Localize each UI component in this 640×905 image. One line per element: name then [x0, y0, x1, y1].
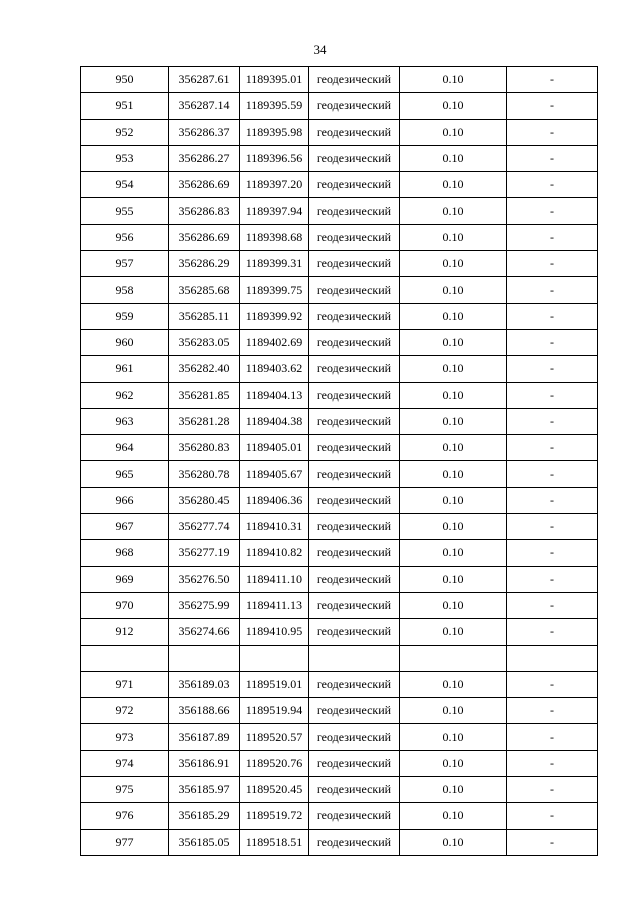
x-coordinate-cell: 356287.14: [169, 93, 240, 119]
table-row: [81, 829, 598, 855]
y-coordinate-cell: 1189520.76: [240, 750, 309, 776]
x-coordinate-cell: 356277.19: [169, 540, 240, 566]
table-row: [81, 382, 598, 408]
point-number-cell: 967: [81, 514, 169, 540]
point-number-cell: 968: [81, 540, 169, 566]
accuracy-cell: 0.10: [400, 67, 507, 93]
note-cell: -: [507, 435, 598, 461]
note-cell: -: [507, 671, 598, 697]
method-cell: геодезический: [309, 198, 400, 224]
x-coordinate-cell: 356277.74: [169, 514, 240, 540]
accuracy-cell: 0.10: [400, 777, 507, 803]
y-coordinate-cell: 1189410.31: [240, 514, 309, 540]
x-coordinate-cell: 356189.03: [169, 671, 240, 697]
x-coordinate-cell: 356187.89: [169, 724, 240, 750]
table-row: [81, 251, 598, 277]
y-coordinate-cell: 1189395.59: [240, 93, 309, 119]
method-cell: геодезический: [309, 172, 400, 198]
point-number-cell: 975: [81, 777, 169, 803]
note-cell: -: [507, 329, 598, 355]
method-cell: геодезический: [309, 93, 400, 119]
x-coordinate-cell: 356286.69: [169, 224, 240, 250]
note-cell: -: [507, 461, 598, 487]
point-number-cell: 961: [81, 356, 169, 382]
table-row: [81, 487, 598, 513]
note-cell: -: [507, 93, 598, 119]
point-number-cell: 966: [81, 487, 169, 513]
method-cell: геодезический: [309, 408, 400, 434]
y-coordinate-cell: 1189406.36: [240, 487, 309, 513]
y-coordinate-cell: 1189411.13: [240, 592, 309, 618]
method-cell: геодезический: [309, 777, 400, 803]
method-cell: геодезический: [309, 619, 400, 645]
note-cell: -: [507, 487, 598, 513]
y-coordinate-cell: 1189410.95: [240, 619, 309, 645]
accuracy-cell: 0.10: [400, 435, 507, 461]
note-cell: -: [507, 566, 598, 592]
method-cell: геодезический: [309, 803, 400, 829]
point-number-cell: 972: [81, 698, 169, 724]
note-cell: -: [507, 224, 598, 250]
x-coordinate-cell: 356285.11: [169, 303, 240, 329]
table-row: [81, 119, 598, 145]
point-number-cell: 956: [81, 224, 169, 250]
point-number-cell: 953: [81, 145, 169, 171]
method-cell: геодезический: [309, 277, 400, 303]
y-coordinate-cell: 1189520.57: [240, 724, 309, 750]
note-cell: -: [507, 698, 598, 724]
table-row: [81, 750, 598, 776]
table-row: [81, 671, 598, 697]
accuracy-cell: 0.10: [400, 329, 507, 355]
note-cell: -: [507, 251, 598, 277]
x-coordinate-cell: 356280.78: [169, 461, 240, 487]
note-cell: -: [507, 119, 598, 145]
y-coordinate-cell: 1189518.51: [240, 829, 309, 855]
x-coordinate-cell: 356285.68: [169, 277, 240, 303]
y-coordinate-cell: 1189405.01: [240, 435, 309, 461]
table-row: [81, 356, 598, 382]
accuracy-cell: 0.10: [400, 698, 507, 724]
point-number-cell: 969: [81, 566, 169, 592]
method-cell: геодезический: [309, 698, 400, 724]
y-coordinate-cell: 1189399.31: [240, 251, 309, 277]
table-row: [81, 566, 598, 592]
table-row: [81, 777, 598, 803]
note-cell: -: [507, 356, 598, 382]
method-cell: геодезический: [309, 671, 400, 697]
point-number-cell: 964: [81, 435, 169, 461]
method-cell: геодезический: [309, 724, 400, 750]
page-number: 34: [313, 42, 327, 57]
x-coordinate-cell: 356276.50: [169, 566, 240, 592]
accuracy-cell: 0.10: [400, 592, 507, 618]
x-coordinate-cell: 356275.99: [169, 592, 240, 618]
note-cell: -: [507, 198, 598, 224]
x-coordinate-cell: 356282.40: [169, 356, 240, 382]
point-number-cell: 974: [81, 750, 169, 776]
table-row: [81, 619, 598, 645]
y-coordinate-cell: 1189402.69: [240, 329, 309, 355]
method-cell: геодезический: [309, 145, 400, 171]
x-coordinate-cell: 356281.85: [169, 382, 240, 408]
method-cell: геодезический: [309, 461, 400, 487]
method-cell: геодезический: [309, 566, 400, 592]
point-number-cell: 957: [81, 251, 169, 277]
coordinates-table: [80, 66, 598, 856]
accuracy-cell: 0.10: [400, 619, 507, 645]
point-number-cell: 962: [81, 382, 169, 408]
x-coordinate-cell: 356286.69: [169, 172, 240, 198]
accuracy-cell: 0.10: [400, 803, 507, 829]
note-cell: -: [507, 592, 598, 618]
method-cell: геодезический: [309, 224, 400, 250]
method-cell: геодезический: [309, 251, 400, 277]
point-number-cell: 965: [81, 461, 169, 487]
y-coordinate-cell: 1189404.13: [240, 382, 309, 408]
point-number-cell: 912: [81, 619, 169, 645]
note-cell: -: [507, 382, 598, 408]
accuracy-cell: 0.10: [400, 514, 507, 540]
x-coordinate-cell: 356274.66: [169, 619, 240, 645]
method-cell: геодезический: [309, 592, 400, 618]
method-cell: геодезический: [309, 829, 400, 855]
y-coordinate-cell: 1189399.92: [240, 303, 309, 329]
y-coordinate-cell: 1189397.94: [240, 198, 309, 224]
method-cell: геодезический: [309, 356, 400, 382]
accuracy-cell: 0.10: [400, 172, 507, 198]
note-cell: -: [507, 145, 598, 171]
table-row: [81, 698, 598, 724]
accuracy-cell: 0.10: [400, 93, 507, 119]
note-cell: -: [507, 724, 598, 750]
x-coordinate-cell: 356185.05: [169, 829, 240, 855]
note-cell: -: [507, 277, 598, 303]
method-cell: геодезический: [309, 303, 400, 329]
y-coordinate-cell: 1189519.94: [240, 698, 309, 724]
note-cell: -: [507, 514, 598, 540]
y-coordinate-cell: 1189519.01: [240, 671, 309, 697]
y-coordinate-cell: [240, 645, 309, 671]
accuracy-cell: 0.10: [400, 145, 507, 171]
accuracy-cell: 0.10: [400, 224, 507, 250]
note-cell: -: [507, 172, 598, 198]
accuracy-cell: 0.10: [400, 566, 507, 592]
x-coordinate-cell: 356286.83: [169, 198, 240, 224]
accuracy-cell: 0.10: [400, 356, 507, 382]
accuracy-cell: 0.10: [400, 277, 507, 303]
accuracy-cell: 0.10: [400, 724, 507, 750]
point-number-cell: 960: [81, 329, 169, 355]
accuracy-cell: 0.10: [400, 487, 507, 513]
accuracy-cell: 0.10: [400, 671, 507, 697]
method-cell: геодезический: [309, 487, 400, 513]
method-cell: геодезический: [309, 514, 400, 540]
x-coordinate-cell: 356280.45: [169, 487, 240, 513]
point-number-cell: 963: [81, 408, 169, 434]
accuracy-cell: 0.10: [400, 540, 507, 566]
point-number-cell: 950: [81, 67, 169, 93]
x-coordinate-cell: [169, 645, 240, 671]
point-number-cell: 970: [81, 592, 169, 618]
accuracy-cell: 0.10: [400, 198, 507, 224]
accuracy-cell: 0.10: [400, 251, 507, 277]
note-cell: -: [507, 408, 598, 434]
x-coordinate-cell: 356280.83: [169, 435, 240, 461]
accuracy-cell: 0.10: [400, 303, 507, 329]
x-coordinate-cell: 356286.27: [169, 145, 240, 171]
table-row: [81, 592, 598, 618]
table-row: [81, 514, 598, 540]
table-row: [81, 224, 598, 250]
accuracy-cell: 0.10: [400, 408, 507, 434]
y-coordinate-cell: 1189399.75: [240, 277, 309, 303]
note-cell: -: [507, 750, 598, 776]
point-number-cell: 958: [81, 277, 169, 303]
table-row: [81, 67, 598, 93]
table-row: [81, 329, 598, 355]
separator-row: [81, 645, 598, 671]
accuracy-cell: 0.10: [400, 382, 507, 408]
x-coordinate-cell: 356185.97: [169, 777, 240, 803]
y-coordinate-cell: 1189520.45: [240, 777, 309, 803]
table-row: [81, 540, 598, 566]
table-row: [81, 93, 598, 119]
coordinates-table-body: [81, 67, 598, 856]
y-coordinate-cell: 1189396.56: [240, 145, 309, 171]
accuracy-cell: 0.10: [400, 461, 507, 487]
table-row: [81, 198, 598, 224]
table-row: [81, 303, 598, 329]
table-row: [81, 277, 598, 303]
x-coordinate-cell: 356186.91: [169, 750, 240, 776]
y-coordinate-cell: 1189397.20: [240, 172, 309, 198]
note-cell: [507, 645, 598, 671]
note-cell: -: [507, 67, 598, 93]
y-coordinate-cell: 1189403.62: [240, 356, 309, 382]
note-cell: -: [507, 619, 598, 645]
accuracy-cell: 0.10: [400, 829, 507, 855]
table-row: [81, 435, 598, 461]
y-coordinate-cell: 1189411.10: [240, 566, 309, 592]
note-cell: -: [507, 540, 598, 566]
method-cell: геодезический: [309, 67, 400, 93]
table-row: [81, 803, 598, 829]
point-number-cell: 973: [81, 724, 169, 750]
x-coordinate-cell: 356283.05: [169, 329, 240, 355]
note-cell: -: [507, 777, 598, 803]
y-coordinate-cell: 1189410.82: [240, 540, 309, 566]
note-cell: -: [507, 803, 598, 829]
point-number-cell: 971: [81, 671, 169, 697]
note-cell: -: [507, 303, 598, 329]
point-number-cell: 976: [81, 803, 169, 829]
accuracy-cell: [400, 645, 507, 671]
point-number-cell: 952: [81, 119, 169, 145]
x-coordinate-cell: 356286.37: [169, 119, 240, 145]
method-cell: геодезический: [309, 382, 400, 408]
point-number-cell: 954: [81, 172, 169, 198]
y-coordinate-cell: 1189519.72: [240, 803, 309, 829]
table-row: [81, 461, 598, 487]
point-number-cell: 977: [81, 829, 169, 855]
table-row: [81, 724, 598, 750]
y-coordinate-cell: 1189405.67: [240, 461, 309, 487]
y-coordinate-cell: 1189395.98: [240, 119, 309, 145]
x-coordinate-cell: 356185.29: [169, 803, 240, 829]
point-number-cell: 955: [81, 198, 169, 224]
accuracy-cell: 0.10: [400, 750, 507, 776]
method-cell: [309, 645, 400, 671]
y-coordinate-cell: 1189395.01: [240, 67, 309, 93]
method-cell: геодезический: [309, 435, 400, 461]
y-coordinate-cell: 1189398.68: [240, 224, 309, 250]
point-number-cell: [81, 645, 169, 671]
x-coordinate-cell: 356188.66: [169, 698, 240, 724]
y-coordinate-cell: 1189404.38: [240, 408, 309, 434]
method-cell: геодезический: [309, 540, 400, 566]
accuracy-cell: 0.10: [400, 119, 507, 145]
point-number-cell: 959: [81, 303, 169, 329]
x-coordinate-cell: 356286.29: [169, 251, 240, 277]
method-cell: геодезический: [309, 750, 400, 776]
method-cell: геодезический: [309, 329, 400, 355]
x-coordinate-cell: 356281.28: [169, 408, 240, 434]
table-row: [81, 145, 598, 171]
note-cell: -: [507, 829, 598, 855]
method-cell: геодезический: [309, 119, 400, 145]
point-number-cell: 951: [81, 93, 169, 119]
table-row: [81, 408, 598, 434]
table-row: [81, 172, 598, 198]
x-coordinate-cell: 356287.61: [169, 67, 240, 93]
